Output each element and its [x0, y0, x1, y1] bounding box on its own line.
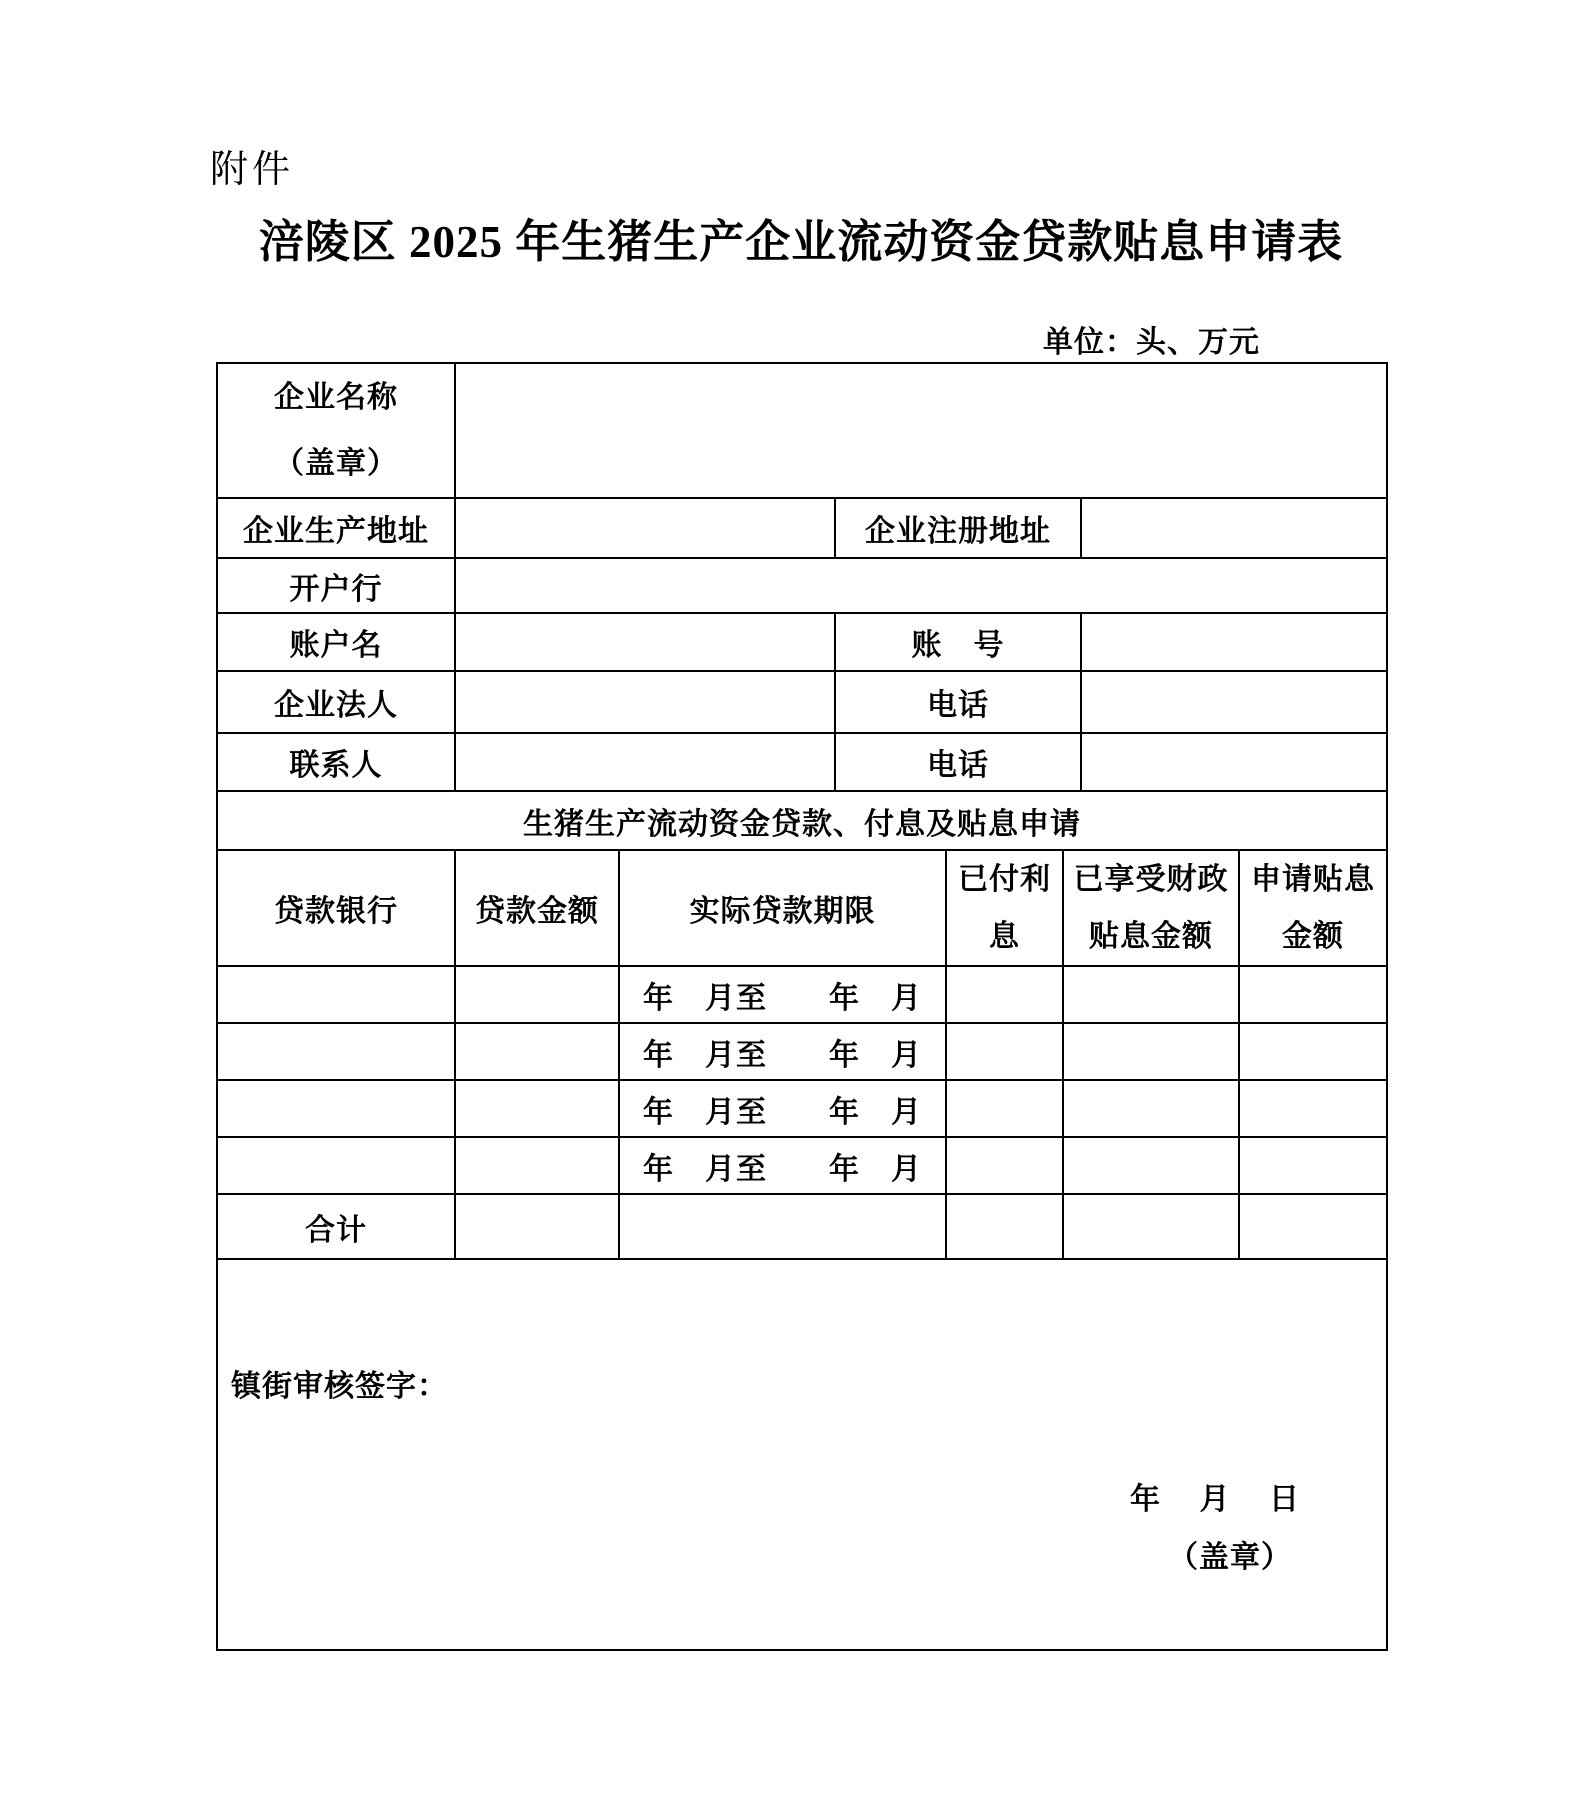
registered-address-label: 企业注册地址 [835, 498, 1081, 558]
loan-row-3 [217, 1080, 1387, 1137]
seal-label: （盖章） [1168, 1541, 1292, 1574]
loan-section-title: 生猪生产流动资金贷款、付息及贴息申请 [217, 791, 1387, 850]
legal-person-phone-field[interactable] [1081, 671, 1387, 733]
loan-amount-field[interactable] [455, 1137, 619, 1194]
loan-period-field[interactable]: 年 月至 年 月 [619, 1080, 946, 1137]
interest-paid-field[interactable] [946, 966, 1063, 1023]
row-company-name [217, 363, 1387, 498]
loan-total-row [217, 1194, 1387, 1259]
total-period-cell [619, 1194, 946, 1259]
row-contact [217, 733, 1387, 791]
loan-period-field[interactable]: 年 月至 年 月 [619, 1023, 946, 1080]
bank-field[interactable] [455, 558, 1387, 613]
subsidy-received-field[interactable] [1063, 1023, 1239, 1080]
col-header-subsidy-applied: 申请贴息 金额 [1239, 850, 1387, 966]
unit-note: 单位：头、万元 [1043, 326, 1260, 359]
subsidy-received-field[interactable] [1063, 966, 1239, 1023]
loan-row-1 [217, 966, 1387, 1023]
col-header-loan-bank: 贷款银行 [217, 850, 455, 966]
account-name-field[interactable] [455, 613, 835, 671]
contact-phone-label: 电话 [835, 733, 1081, 791]
signature-row [217, 1259, 1387, 1650]
subsidy-applied-field[interactable] [1239, 1137, 1387, 1194]
row-account [217, 613, 1387, 671]
signature-cell [217, 1259, 1387, 1650]
loan-amount-field[interactable] [455, 1023, 619, 1080]
contact-phone-field[interactable] [1081, 733, 1387, 791]
row-loan-section-title [217, 791, 1387, 850]
review-signature-label: 镇街审核签字： [231, 1370, 448, 1403]
interest-paid-field[interactable] [946, 1023, 1063, 1080]
loan-bank-field[interactable] [217, 1080, 455, 1137]
bank-label: 开户行 [217, 558, 455, 613]
company-name-label: 企业名称 （盖章） [217, 363, 455, 498]
subsidy-applied-field[interactable] [1239, 966, 1387, 1023]
col-header-loan-amount: 贷款金额 [455, 850, 619, 966]
interest-paid-field[interactable] [946, 1137, 1063, 1194]
loan-bank-field[interactable] [217, 1137, 455, 1194]
col-header-subsidy-received: 已享受财政 贴息金额 [1063, 850, 1239, 966]
row-legal-person [217, 671, 1387, 733]
production-address-field[interactable] [455, 498, 835, 558]
row-loan-header [217, 850, 1387, 966]
registered-address-field[interactable] [1081, 498, 1387, 558]
legal-person-field[interactable] [455, 671, 835, 733]
contact-field[interactable] [455, 733, 835, 791]
total-subsidy-applied-field[interactable] [1239, 1194, 1387, 1259]
total-interest-paid-field[interactable] [946, 1194, 1063, 1259]
signature-date-line [1130, 1474, 1300, 1518]
date-year-label: 年 [1130, 1483, 1161, 1516]
date-month-label: 月 [1199, 1483, 1231, 1516]
loan-bank-field[interactable] [217, 1023, 455, 1080]
loan-amount-field[interactable] [455, 966, 619, 1023]
legal-person-phone-label: 电话 [835, 671, 1081, 733]
subsidy-applied-field[interactable] [1239, 1023, 1387, 1080]
application-form-table [216, 362, 1388, 1651]
date-day-label: 日 [1269, 1483, 1300, 1516]
account-name-label: 账户名 [217, 613, 455, 671]
account-number-label: 账 号 [835, 613, 1081, 671]
interest-paid-field[interactable] [946, 1080, 1063, 1137]
legal-person-label: 企业法人 [217, 671, 455, 733]
loan-row-4 [217, 1137, 1387, 1194]
total-subsidy-received-field[interactable] [1063, 1194, 1239, 1259]
subsidy-received-field[interactable] [1063, 1137, 1239, 1194]
row-addresses [217, 498, 1387, 558]
row-bank [217, 558, 1387, 613]
subsidy-received-field[interactable] [1063, 1080, 1239, 1137]
contact-label: 联系人 [217, 733, 455, 791]
loan-bank-field[interactable] [217, 966, 455, 1023]
loan-period-field[interactable]: 年 月至 年 月 [619, 966, 946, 1023]
col-header-loan-period: 实际贷款期限 [619, 850, 946, 966]
loan-row-2 [217, 1023, 1387, 1080]
loan-period-field[interactable]: 年 月至 年 月 [619, 1137, 946, 1194]
account-number-field[interactable] [1081, 613, 1387, 671]
subsidy-applied-field[interactable] [1239, 1080, 1387, 1137]
col-header-interest-paid: 已付利 息 [946, 850, 1063, 966]
loan-amount-field[interactable] [455, 1080, 619, 1137]
total-amount-field[interactable] [455, 1194, 619, 1259]
total-label: 合计 [217, 1194, 455, 1259]
company-name-field[interactable] [455, 363, 1387, 498]
production-address-label: 企业生产地址 [217, 498, 455, 558]
page-title: 涪陵区 2025 年生猪生产企业流动资金贷款贴息申请表 [258, 217, 1344, 267]
attachment-label: 附件 [210, 149, 295, 191]
